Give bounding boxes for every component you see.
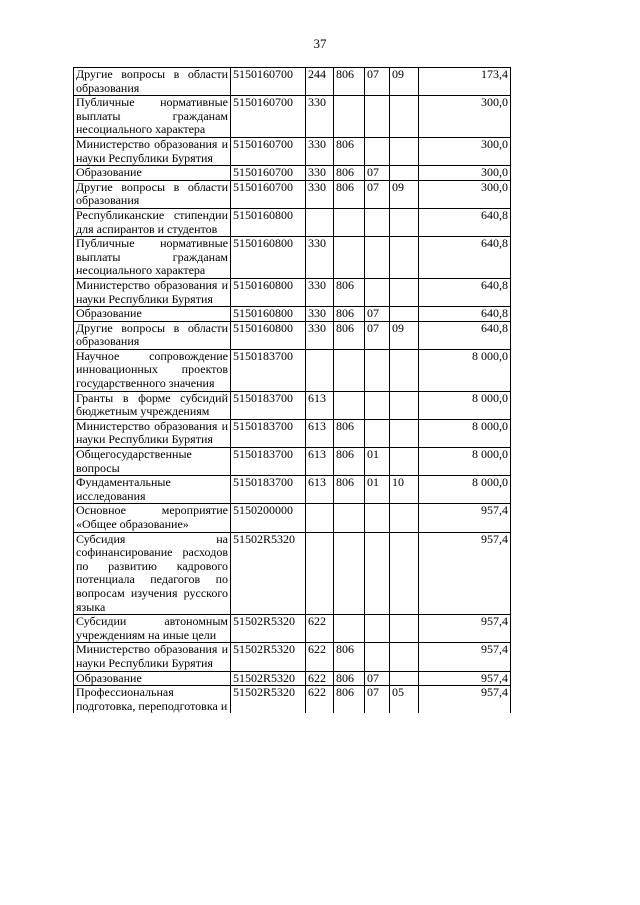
amount-cell: 300,0 <box>419 166 511 181</box>
subsection-code-cell <box>390 237 419 279</box>
table-row <box>74 349 511 391</box>
expense-name-cell: Образование <box>74 166 231 181</box>
table-row <box>74 321 511 349</box>
target-article-cell: 5150160700 <box>231 68 306 96</box>
target-article-cell: 5150183700 <box>231 349 306 391</box>
expense-name-cell: Другие вопросы в области образования <box>74 68 231 96</box>
page-number: 37 <box>313 36 327 51</box>
ministry-code-cell <box>334 237 365 279</box>
section-code-cell <box>365 349 390 391</box>
section-code-cell: 07 <box>365 166 390 181</box>
expense-type-cell: 330 <box>306 278 334 306</box>
target-article-cell: 51502R5320 <box>231 615 306 643</box>
amount-cell: 640,8 <box>419 321 511 349</box>
subsection-code-cell <box>390 671 419 686</box>
subsection-code-cell <box>390 391 419 419</box>
expense-name-cell: Министерство образования и науки Республики Бурятия <box>74 419 231 447</box>
expense-type-cell: 330 <box>306 166 334 181</box>
section-code-cell: 01 <box>365 448 390 476</box>
expense-name-cell: Министерство образования и науки Республики Бурятия <box>74 278 231 306</box>
subsection-code-cell <box>390 419 419 447</box>
table-row <box>74 278 511 306</box>
expense-name-cell: Общегосударственные вопросы <box>74 448 231 476</box>
target-article-cell: 5150160700 <box>231 166 306 181</box>
ministry-code-cell: 806 <box>334 278 365 306</box>
subsection-code-cell <box>390 643 419 671</box>
expense-type-cell: 244 <box>306 68 334 96</box>
amount-cell: 8 000,0 <box>419 476 511 504</box>
table-row <box>74 180 511 208</box>
section-code-cell: 07 <box>365 307 390 322</box>
target-article-cell: 5150200000 <box>231 504 306 532</box>
expense-type-cell <box>306 532 334 615</box>
amount-cell: 957,4 <box>419 504 511 532</box>
amount-cell: 957,4 <box>419 643 511 671</box>
target-article-cell: 5150183700 <box>231 448 306 476</box>
subsection-code-cell <box>390 349 419 391</box>
subsection-code-cell: 10 <box>390 476 419 504</box>
section-code-cell <box>365 643 390 671</box>
expense-type-cell: 622 <box>306 615 334 643</box>
expense-type-cell <box>306 504 334 532</box>
target-article-cell: 5150160800 <box>231 278 306 306</box>
expense-name-cell: Субсидии автономным учреждениям на иные цели <box>74 615 231 643</box>
subsection-code-cell <box>390 137 419 165</box>
table-row <box>74 671 511 686</box>
table-row <box>74 208 511 236</box>
table-row <box>74 137 511 165</box>
expense-type-cell: 622 <box>306 643 334 671</box>
section-code-cell: 07 <box>365 321 390 349</box>
target-article-cell: 5150183700 <box>231 391 306 419</box>
section-code-cell <box>365 237 390 279</box>
expense-name-cell: Научное сопровождение инновационных проектов государственного значения <box>74 349 231 391</box>
amount-cell: 957,4 <box>419 686 511 714</box>
subsection-code-cell <box>390 532 419 615</box>
expense-type-cell: 622 <box>306 686 334 714</box>
expense-name-cell: Образование <box>74 307 231 322</box>
amount-cell: 8 000,0 <box>419 448 511 476</box>
section-code-cell: 07 <box>365 686 390 714</box>
ministry-code-cell: 806 <box>334 68 365 96</box>
amount-cell: 8 000,0 <box>419 349 511 391</box>
expense-name-cell: Министерство образования и науки Республики Бурятия <box>74 137 231 165</box>
table-row <box>74 391 511 419</box>
ministry-code-cell: 806 <box>334 476 365 504</box>
amount-cell: 640,8 <box>419 278 511 306</box>
table-body <box>74 68 511 714</box>
subsection-code-cell: 05 <box>390 686 419 714</box>
section-code-cell: 01 <box>365 476 390 504</box>
amount-cell: 300,0 <box>419 180 511 208</box>
amount-cell: 8 000,0 <box>419 391 511 419</box>
expense-name-cell: Фундаментальные исследования <box>74 476 231 504</box>
ministry-code-cell <box>334 349 365 391</box>
table-row <box>74 615 511 643</box>
expense-type-cell: 330 <box>306 321 334 349</box>
ministry-code-cell: 806 <box>334 419 365 447</box>
ministry-code-cell: 806 <box>334 448 365 476</box>
ministry-code-cell <box>334 391 365 419</box>
expense-name-cell: Образование <box>74 671 231 686</box>
amount-cell: 8 000,0 <box>419 419 511 447</box>
expense-type-cell <box>306 349 334 391</box>
expense-name-cell: Субсидия на софинансирование расходов по развитию кадрового потенциала педагогов по вопросам изучения русского языка <box>74 532 231 615</box>
subsection-code-cell: 09 <box>390 180 419 208</box>
ministry-code-cell: 806 <box>334 137 365 165</box>
section-code-cell <box>365 504 390 532</box>
subsection-code-cell: 09 <box>390 321 419 349</box>
ministry-code-cell <box>334 208 365 236</box>
expense-name-cell: Гранты в форме субсидий бюджетным учреждениям <box>74 391 231 419</box>
amount-cell: 640,8 <box>419 208 511 236</box>
ministry-code-cell <box>334 96 365 138</box>
target-article-cell: 5150160800 <box>231 307 306 322</box>
target-article-cell: 5150160700 <box>231 96 306 138</box>
target-article-cell: 51502R5320 <box>231 686 306 714</box>
table-row <box>74 504 511 532</box>
expense-name-cell: Профессиональная подготовка, переподготовка и <box>74 686 231 714</box>
section-code-cell <box>365 278 390 306</box>
table-row <box>74 419 511 447</box>
amount-cell: 173,4 <box>419 68 511 96</box>
target-article-cell: 5150183700 <box>231 476 306 504</box>
ministry-code-cell: 806 <box>334 686 365 714</box>
ministry-code-cell <box>334 615 365 643</box>
expense-type-cell: 330 <box>306 307 334 322</box>
amount-cell: 957,4 <box>419 532 511 615</box>
target-article-cell: 51502R5320 <box>231 671 306 686</box>
ministry-code-cell: 806 <box>334 180 365 208</box>
section-code-cell <box>365 419 390 447</box>
section-code-cell <box>365 137 390 165</box>
expense-type-cell: 622 <box>306 671 334 686</box>
section-code-cell <box>365 96 390 138</box>
subsection-code-cell <box>390 504 419 532</box>
table-row <box>74 643 511 671</box>
section-code-cell <box>365 532 390 615</box>
section-code-cell <box>365 615 390 643</box>
table-row <box>74 68 511 96</box>
ministry-code-cell <box>334 532 365 615</box>
expense-name-cell: Другие вопросы в области образования <box>74 321 231 349</box>
expense-name-cell: Другие вопросы в области образования <box>74 180 231 208</box>
table-row <box>74 96 511 138</box>
table-row <box>74 686 511 714</box>
budget-table <box>73 67 511 713</box>
expense-type-cell <box>306 208 334 236</box>
table-row <box>74 237 511 279</box>
ministry-code-cell <box>334 504 365 532</box>
expense-name-cell: Публичные нормативные выплаты гражданам несоциального характера <box>74 96 231 138</box>
expense-name-cell: Публичные нормативные выплаты гражданам несоциального характера <box>74 237 231 279</box>
expense-type-cell: 613 <box>306 448 334 476</box>
ministry-code-cell: 806 <box>334 307 365 322</box>
amount-cell: 640,8 <box>419 307 511 322</box>
expense-type-cell: 330 <box>306 96 334 138</box>
subsection-code-cell <box>390 166 419 181</box>
table-row <box>74 476 511 504</box>
subsection-code-cell <box>390 208 419 236</box>
section-code-cell: 07 <box>365 180 390 208</box>
section-code-cell: 07 <box>365 671 390 686</box>
subsection-code-cell <box>390 96 419 138</box>
expense-name-cell: Министерство образования и науки Республики Бурятия <box>74 643 231 671</box>
expense-type-cell: 613 <box>306 391 334 419</box>
expense-type-cell: 330 <box>306 237 334 279</box>
amount-cell: 957,4 <box>419 615 511 643</box>
ministry-code-cell: 806 <box>334 671 365 686</box>
expense-type-cell: 613 <box>306 419 334 447</box>
target-article-cell: 51502R5320 <box>231 532 306 615</box>
target-article-cell: 5150160800 <box>231 237 306 279</box>
subsection-code-cell <box>390 615 419 643</box>
amount-cell: 957,4 <box>419 671 511 686</box>
subsection-code-cell <box>390 278 419 306</box>
ministry-code-cell: 806 <box>334 166 365 181</box>
target-article-cell: 51502R5320 <box>231 643 306 671</box>
table-row <box>74 166 511 181</box>
table-row <box>74 532 511 615</box>
table-row <box>74 307 511 322</box>
ministry-code-cell: 806 <box>334 321 365 349</box>
target-article-cell: 5150160800 <box>231 321 306 349</box>
expense-name-cell: Основное мероприятие «Общее образование» <box>74 504 231 532</box>
target-article-cell: 5150160700 <box>231 180 306 208</box>
target-article-cell: 5150160800 <box>231 208 306 236</box>
target-article-cell: 5150183700 <box>231 419 306 447</box>
section-code-cell <box>365 391 390 419</box>
amount-cell: 300,0 <box>419 96 511 138</box>
amount-cell: 640,8 <box>419 237 511 279</box>
amount-cell: 300,0 <box>419 137 511 165</box>
table-row <box>74 448 511 476</box>
expense-type-cell: 613 <box>306 476 334 504</box>
section-code-cell <box>365 208 390 236</box>
target-article-cell: 5150160700 <box>231 137 306 165</box>
ministry-code-cell: 806 <box>334 643 365 671</box>
subsection-code-cell <box>390 448 419 476</box>
subsection-code-cell <box>390 307 419 322</box>
expense-type-cell: 330 <box>306 137 334 165</box>
subsection-code-cell: 09 <box>390 68 419 96</box>
section-code-cell: 07 <box>365 68 390 96</box>
expense-name-cell: Республиканские стипендии для аспирантов и студентов <box>74 208 231 236</box>
expense-type-cell: 330 <box>306 180 334 208</box>
